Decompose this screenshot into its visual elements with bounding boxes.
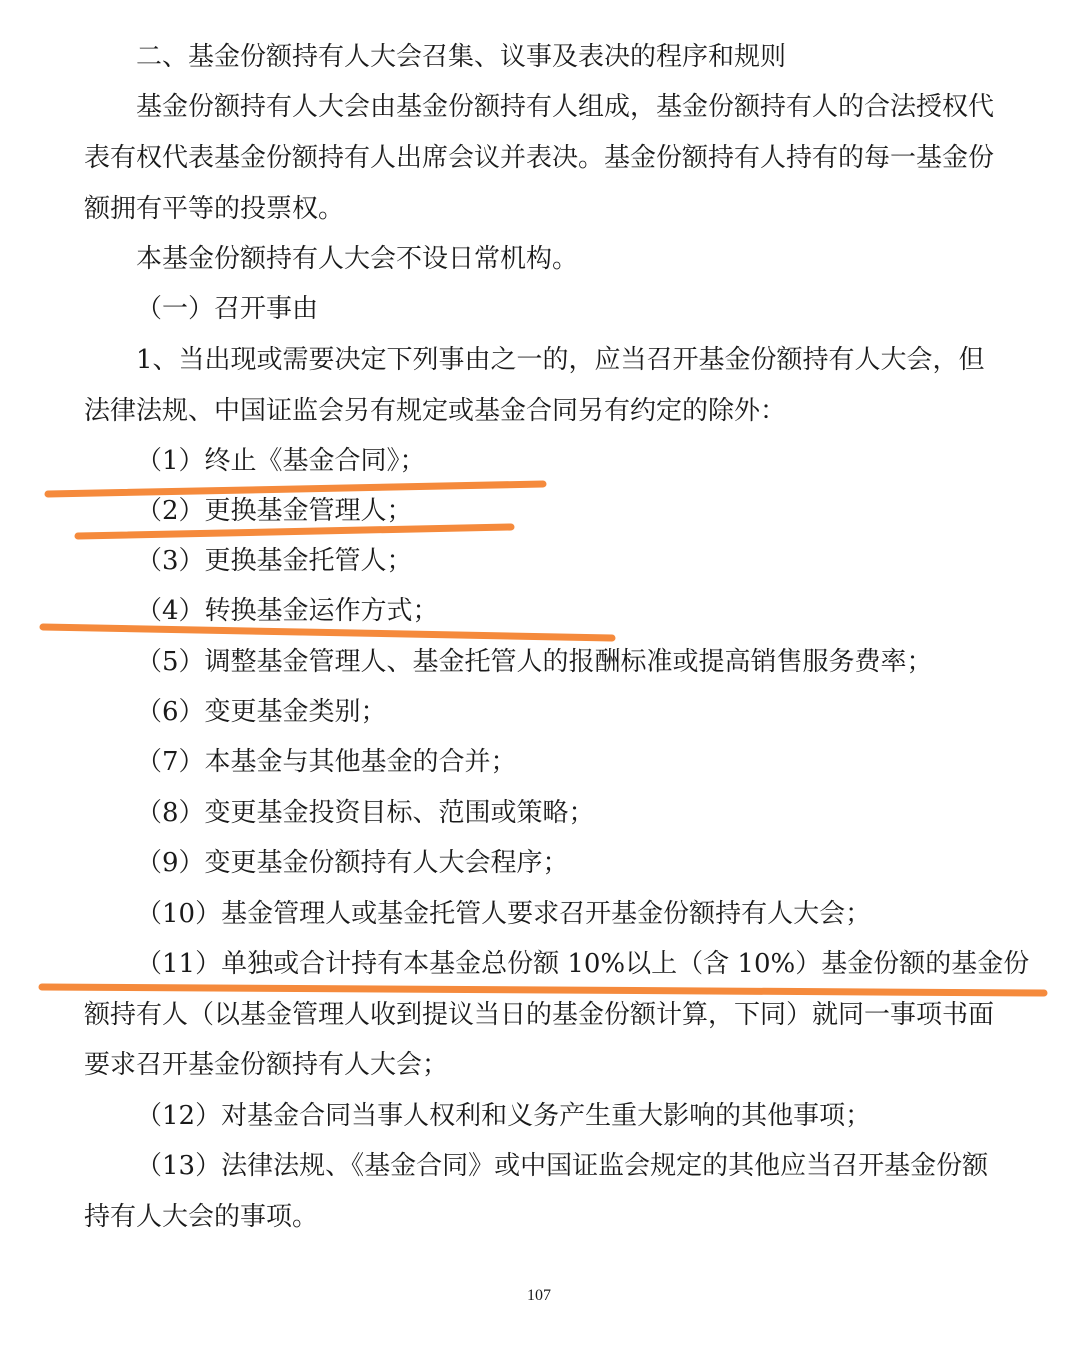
subheading: （一）召开事由 <box>136 294 319 324</box>
list-item: （2）更换基金管理人； <box>136 496 413 526</box>
list-item: （6）变更基金类别； <box>136 697 387 727</box>
list-item: （9）变更基金份额持有人大会程序； <box>136 848 569 878</box>
list-item-continuation: 要求召开基金份额持有人大会； <box>84 1050 449 1080</box>
paragraph-line: 法律法规、中国证监会另有规定或基金合同另有约定的除外： <box>84 396 787 426</box>
list-item: （10）基金管理人或基金托管人要求召开基金份额持有人大会； <box>136 899 872 929</box>
paragraph-line: 表有权代表基金份额持有人出席会议并表决。基金份额持有人持有的每一基金份 <box>84 143 995 173</box>
highlight-stroke <box>43 627 612 638</box>
list-item: （1）终止《基金合同》； <box>136 446 426 476</box>
list-item: （4）转换基金运作方式； <box>136 596 439 626</box>
list-item-continuation: 额持有人（以基金管理人收到提议当日的基金份额计算，下同）就同一事项书面 <box>84 1000 995 1030</box>
page-number: 107 <box>527 1287 551 1304</box>
list-item: （5）调整基金管理人、基金托管人的报酬标准或提高销售服务费率； <box>136 647 933 677</box>
highlight-stroke <box>42 987 1044 993</box>
highlight-stroke <box>78 527 511 536</box>
paragraph-line: 1、当出现或需要决定下列事由之一的，应当召开基金份额持有人大会，但 <box>136 345 985 375</box>
list-item: （13）法律法规、《基金合同》或中国证监会规定的其他应当召开基金份额 <box>136 1151 989 1181</box>
list-item: （12）对基金合同当事人权利和义务产生重大影响的其他事项； <box>136 1101 872 1131</box>
list-item: （8）变更基金投资目标、范围或策略； <box>136 798 595 828</box>
paragraph-line: 额拥有平等的投票权。 <box>84 194 345 224</box>
list-item: （7）本基金与其他基金的合并； <box>136 747 517 777</box>
list-item: （3）更换基金托管人； <box>136 546 413 576</box>
paragraph-line: 本基金份额持有人大会不设日常机构。 <box>136 244 579 274</box>
section-heading: 二、基金份额持有人大会召集、议事及表决的程序和规则 <box>136 42 787 72</box>
paragraph-line: 基金份额持有人大会由基金份额持有人组成，基金份额持有人的合法授权代 <box>136 92 995 122</box>
list-item-continuation: 持有人大会的事项。 <box>84 1202 319 1232</box>
highlight-stroke <box>48 484 543 494</box>
list-item: （11）单独或合计持有本基金总份额 10%以上（含 10%）基金份额的基金份 <box>136 949 1030 979</box>
